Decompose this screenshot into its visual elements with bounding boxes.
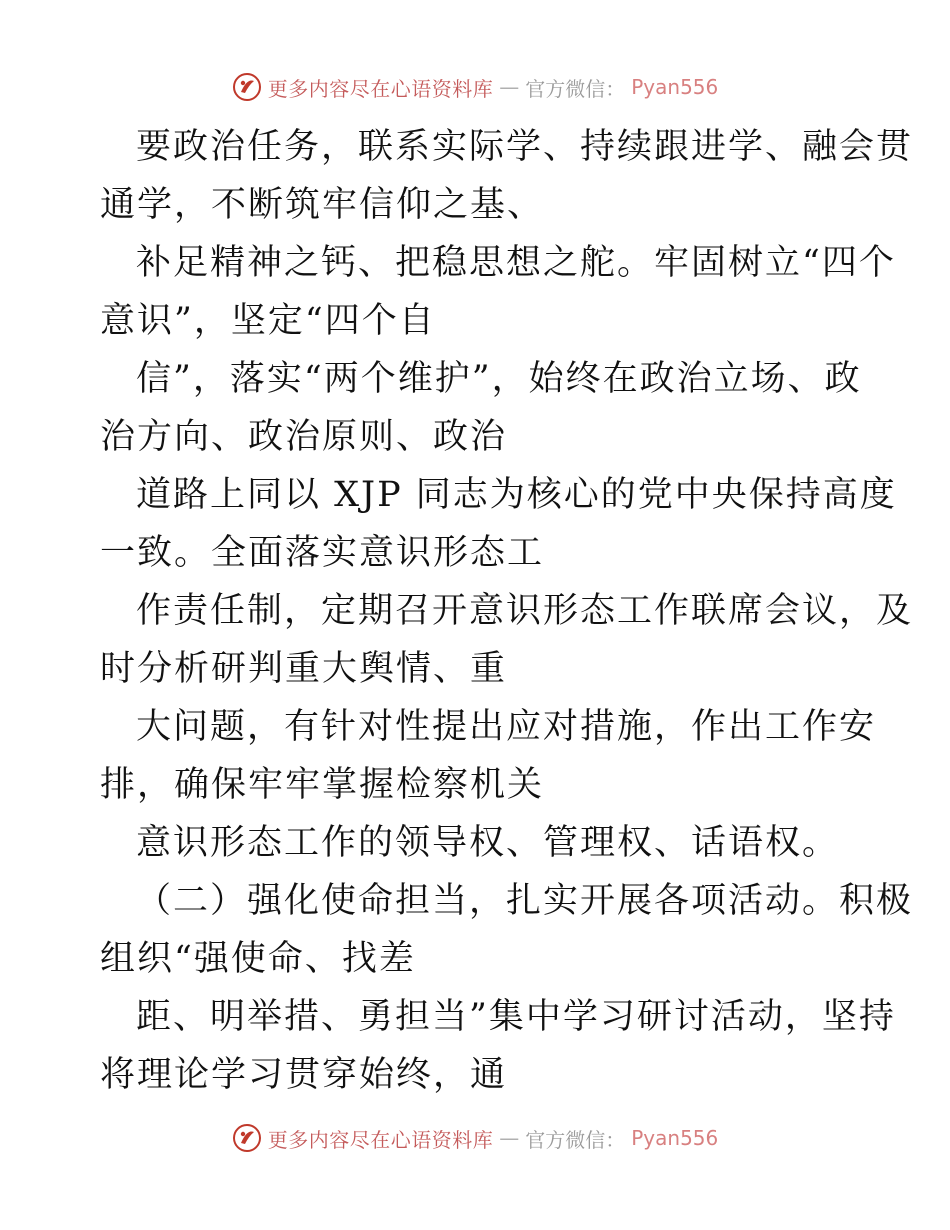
- footer-watermark: [0, 1123, 950, 1153]
- text-line: 时分析研判重大舆情、重: [100, 649, 508, 689]
- logo-icon: [232, 1123, 262, 1153]
- watermark-site: 更多内容尽在心语资料库: [267, 76, 494, 101]
- text-line: 要政治任务，联系实际学、持续跟进学、融会贯: [136, 127, 914, 167]
- text-line: 排，确保牢牢掌握检察机关: [100, 765, 545, 805]
- text-line: （二）强化使命担当，扎实开展各项活动。积极: [136, 881, 914, 921]
- text-line: 一致。全面落实意识形态工: [100, 533, 545, 573]
- watermark-label: 官方微信：: [525, 1127, 626, 1152]
- header-watermark: [0, 72, 950, 102]
- text-line: 组织“强使命、找差: [100, 939, 416, 979]
- text-line: 大问题，有针对性提出应对措施，作出工作安: [136, 707, 877, 747]
- text-line: 补足精神之钙、把稳思想之舵。牢固树立“四个: [136, 243, 896, 283]
- logo-icon: [232, 72, 262, 102]
- text-line: 治方向、政治原则、政治: [100, 417, 508, 457]
- text-line: 通学，不断筑牢信仰之基、: [100, 185, 545, 225]
- watermark-separator: —: [499, 1126, 520, 1150]
- document-body: [100, 118, 914, 1104]
- text-line: 意识”，坚定“四个自: [100, 301, 436, 341]
- watermark-label: 官方微信：: [525, 76, 626, 101]
- watermark-id: Pyan556: [631, 75, 719, 99]
- watermark-id: Pyan556: [631, 1126, 719, 1150]
- text-line: 距、明举措、勇担当”集中学习研讨活动，坚持: [136, 997, 896, 1037]
- watermark-separator: —: [499, 75, 520, 99]
- text-line: 作责任制，定期召开意识形态工作联席会议，及: [136, 591, 914, 631]
- text-line: 道路上同以 XJP 同志为核心的党中央保持高度: [136, 475, 897, 515]
- text-line: 将理论学习贯穿始终，通: [100, 1055, 508, 1095]
- text-line: 信”，落实“两个维护”，始终在政治立场、政: [136, 359, 862, 399]
- text-line: 意识形态工作的领导权、管理权、话语权。: [136, 823, 840, 863]
- watermark-site: 更多内容尽在心语资料库: [267, 1127, 494, 1152]
